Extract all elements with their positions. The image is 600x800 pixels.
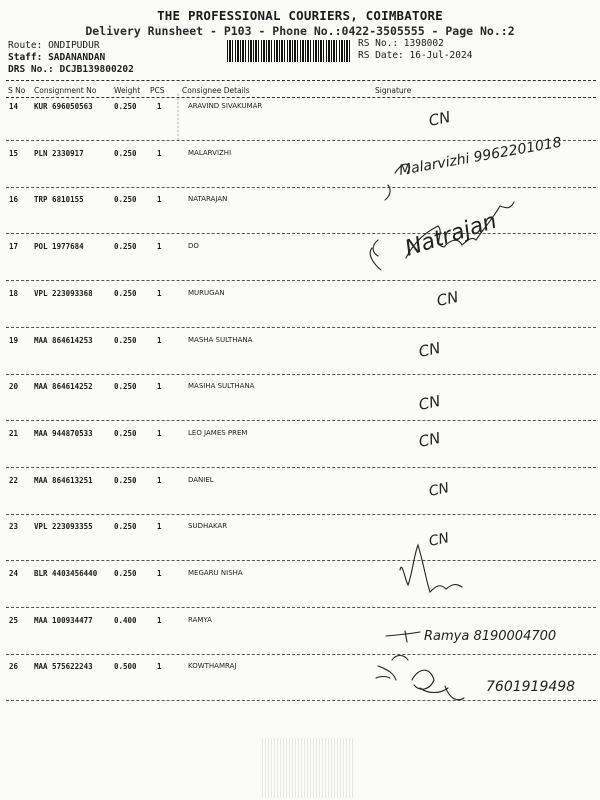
staff-value: SADANANDAN — [48, 52, 106, 63]
row-consignee: MALARVIZHI — [188, 149, 232, 157]
table-row — [0, 569, 600, 615]
row-separator — [6, 654, 596, 655]
table-row — [0, 242, 600, 288]
signature-row-18: CN — [435, 287, 461, 310]
row-sno: 15 — [9, 149, 19, 158]
staff-line — [8, 52, 134, 64]
table-row — [0, 382, 600, 428]
row-weight: 0.250 — [114, 429, 137, 438]
col-weight-header: Weight — [114, 86, 141, 95]
row-weight: 0.250 — [114, 102, 137, 111]
row-consignment-no: MAA 864614252 — [34, 382, 93, 391]
drs-label: DRS No.: — [8, 64, 54, 75]
row-sno: 19 — [9, 336, 19, 345]
row-separator — [6, 374, 596, 375]
signature-row-15: Malarvizhi 9962201018 — [397, 134, 563, 179]
row-consignee: LEO JAMES PREM — [188, 429, 248, 437]
table-row — [0, 289, 600, 335]
signature-row-16: Natrajan — [402, 208, 500, 262]
row-consignment-no: BLR 4403456440 — [34, 569, 98, 578]
row-consignment-no: MAA 575622243 — [34, 662, 93, 671]
header-bottom-rule — [6, 97, 596, 98]
signature-row-20: CN — [417, 391, 443, 414]
table-row — [0, 149, 600, 195]
drs-line — [8, 64, 134, 76]
row-weight: 0.250 — [114, 476, 137, 485]
row-sno: 21 — [9, 429, 19, 438]
row-consignment-no: POL 1977684 — [34, 242, 84, 251]
scan-artifact — [262, 738, 354, 798]
row-sno: 25 — [9, 616, 19, 625]
row-separator — [6, 467, 596, 468]
signature-row-19: CN — [417, 338, 443, 361]
row-sno: 23 — [9, 522, 19, 531]
rs-date-label: RS Date: — [358, 49, 404, 61]
row-separator — [6, 187, 596, 188]
document-subtitle: Delivery Runsheet - P103 - Phone No.:0422-3505555 - Page No.:2 — [85, 24, 515, 38]
table-row — [0, 102, 600, 148]
row-consignment-no: MAA 100934477 — [34, 616, 93, 625]
col-pcs-header: PCS — [150, 86, 165, 95]
row-sno: 26 — [9, 662, 19, 671]
row-weight: 0.250 — [114, 242, 137, 251]
row-weight: 0.250 — [114, 522, 137, 531]
row-sno: 22 — [9, 476, 19, 485]
row-consignee: MEGARU NISHA — [188, 569, 243, 577]
row-consignee: MASHA SULTHANA — [188, 336, 253, 344]
rs-date-line — [358, 50, 472, 62]
row-pcs: 1 — [157, 289, 162, 298]
row-separator — [6, 327, 596, 328]
col-consignee-header: Consignee Details — [182, 86, 250, 95]
row-pcs: 1 — [157, 429, 162, 438]
row-consignee: MASIHA SULTHANA — [188, 382, 255, 390]
row-sno: 24 — [9, 569, 19, 578]
signature-row-25: Ramya 8190004700 — [424, 629, 557, 644]
row-separator — [6, 420, 596, 421]
table-row — [0, 522, 600, 568]
barcode-image — [227, 40, 351, 62]
signature-row-14: CN — [427, 107, 453, 130]
route-value: ONDIPUDUR — [48, 40, 100, 51]
row-weight: 0.500 — [114, 662, 137, 671]
row-pcs: 1 — [157, 195, 162, 204]
row-consignment-no: KUR 696050563 — [34, 102, 93, 111]
signature-row-21: CN — [417, 428, 443, 451]
row-consignee: DO — [188, 242, 199, 250]
row-pcs: 1 — [157, 382, 162, 391]
row-sno: 14 — [9, 102, 19, 111]
row-consignment-no: TRP 6810155 — [34, 195, 84, 204]
row-weight: 0.400 — [114, 616, 137, 625]
row-weight: 0.250 — [114, 195, 137, 204]
route-label: Route: — [8, 40, 43, 51]
row-pcs: 1 — [157, 522, 162, 531]
signature-row-23: CN — [427, 530, 451, 550]
row-separator — [6, 140, 596, 141]
header-right-block — [358, 38, 472, 61]
row-pcs: 1 — [157, 662, 162, 671]
row-pcs: 1 — [157, 149, 162, 158]
row-sno: 20 — [9, 382, 19, 391]
row-consignment-no: VPL 223093355 — [34, 522, 93, 531]
row-sno: 17 — [9, 242, 19, 251]
row-consignee: DANIEL — [188, 476, 214, 484]
col-sno-header: S No — [8, 86, 26, 95]
table-row — [0, 336, 600, 382]
row-pcs: 1 — [157, 616, 162, 625]
rs-date-value: 16-Jul-2024 — [409, 49, 473, 61]
row-separator — [6, 607, 596, 608]
row-consignee: MURUGAN — [188, 289, 225, 297]
row-pcs: 1 — [157, 242, 162, 251]
table-row — [0, 195, 600, 241]
rs-no-label: RS No.: — [358, 38, 399, 49]
row-separator — [6, 700, 596, 701]
table-row — [0, 616, 600, 662]
route-line — [8, 40, 134, 52]
row-separator — [6, 280, 596, 281]
row-weight: 0.250 — [114, 569, 137, 578]
row-consignee: NATARAJAN — [188, 195, 228, 203]
signature-row-22: CN — [427, 480, 451, 500]
row-consignee: SUDHAKAR — [188, 522, 228, 530]
row-pcs: 1 — [157, 102, 162, 111]
row-separator — [6, 560, 596, 561]
row-consignee: RAMYA — [188, 616, 212, 624]
rs-no-line — [358, 38, 472, 50]
drs-value: DCJB139800202 — [59, 64, 134, 75]
row-consignment-no: MAA 944870533 — [34, 429, 93, 438]
row-weight: 0.250 — [114, 382, 137, 391]
row-weight: 0.250 — [114, 149, 137, 158]
staff-label: Staff: — [8, 52, 43, 63]
row-consignment-no: MAA 864613251 — [34, 476, 93, 485]
row-consignee: ARAVIND SIVAKUMAR — [188, 102, 263, 110]
document-title: THE PROFESSIONAL COURIERS, COIMBATORE — [157, 8, 443, 23]
rs-no-value: 1398002 — [403, 38, 444, 49]
row-pcs: 1 — [157, 336, 162, 345]
header-top-rule — [6, 80, 596, 81]
signature-row-26: 7601919498 — [486, 679, 576, 695]
row-sno: 16 — [9, 195, 19, 204]
row-consignee: KOWTHAMRAJ — [188, 662, 237, 670]
row-consignment-no: PLN 2330917 — [34, 149, 84, 158]
col-signature-header: Signature — [375, 86, 412, 95]
row-pcs: 1 — [157, 476, 162, 485]
row-separator — [6, 233, 596, 234]
row-weight: 0.250 — [114, 336, 137, 345]
table-row — [0, 476, 600, 522]
row-pcs: 1 — [157, 569, 162, 578]
row-consignment-no: VPL 223093368 — [34, 289, 93, 298]
row-weight: 0.250 — [114, 289, 137, 298]
table-row — [0, 429, 600, 475]
table-row — [0, 662, 600, 708]
header-left-block — [8, 40, 134, 76]
row-separator — [6, 514, 596, 515]
row-sno: 18 — [9, 289, 19, 298]
row-consignment-no: MAA 864614253 — [34, 336, 93, 345]
col-consignment-header: Consignment No — [34, 86, 97, 95]
